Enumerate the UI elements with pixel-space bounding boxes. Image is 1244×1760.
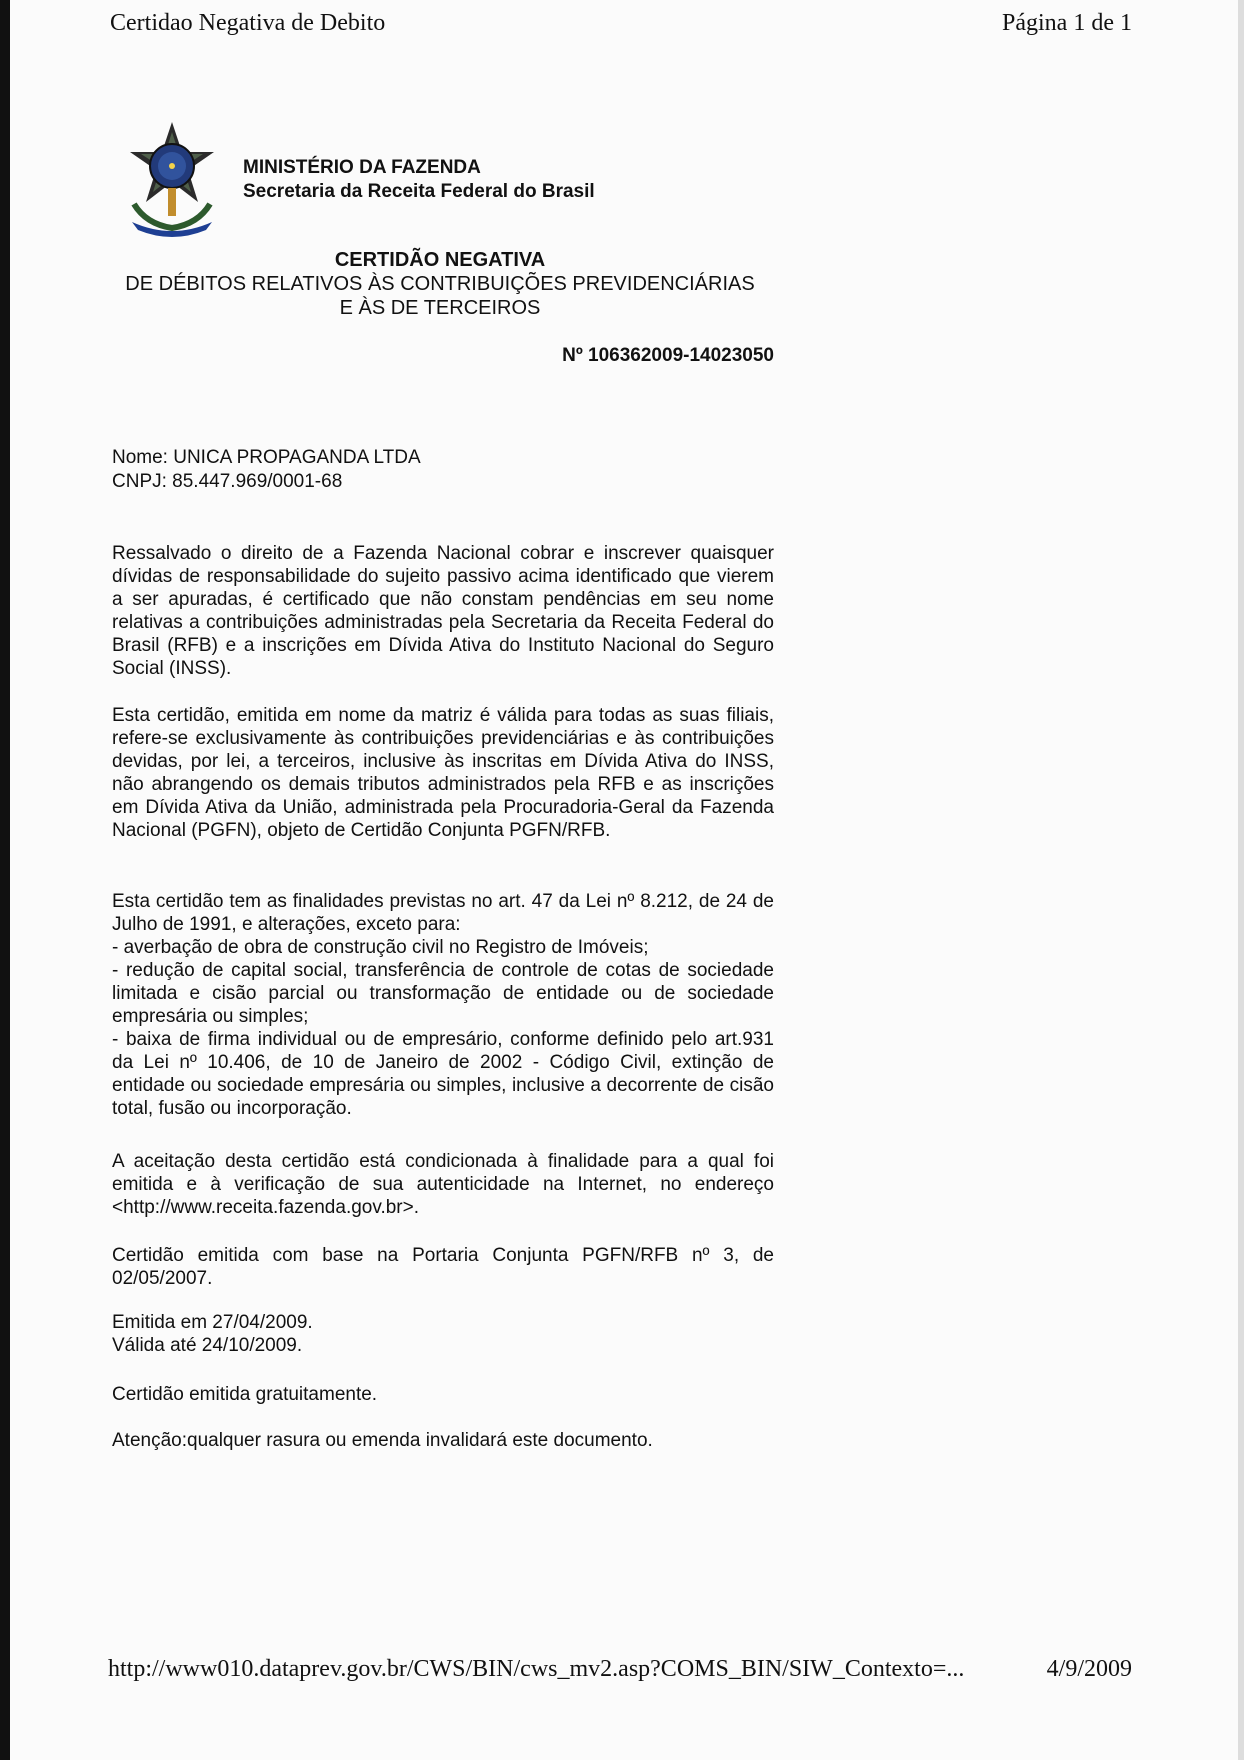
free-issue-note: Certidão emitida gratuitamente. xyxy=(112,1384,378,1405)
title-line-2: DE DÉBITOS RELATIVOS ÀS CONTRIBUIÇÕES PREVIDENCIÁRIAS xyxy=(125,273,755,295)
scan-edge-right xyxy=(1238,0,1244,1760)
certificate-number: Nº 106362009-14023050 xyxy=(562,345,774,366)
taxpayer-cnpj: CNPJ: 85.447.969/0001-68 xyxy=(112,471,343,492)
paragraph-4: A aceitação desta certidão está condicionada à finalidade para a qual foi emitida e à verificação de sua autenticidade na Internet, no endereço <http://www.receita.fazenda.gov.br>. xyxy=(112,1151,774,1218)
print-header-title: Certidao Negativa de Debito xyxy=(110,10,386,36)
document-title xyxy=(100,248,780,320)
validity-dates xyxy=(112,1311,774,1357)
valid-until-date: Válida até 24/10/2009. xyxy=(112,1335,303,1356)
purpose-item-3: - baixa de firma individual ou de empresário, conforme definido pelo art.931 da Lei nº 10.406, de 10 de Janeiro de 2002 - Código Civil, extinção de entidade ou sociedade empresária ou simples, inclusive a decorrente de cisão total, fusão ou incorporação. xyxy=(112,1029,774,1119)
scan-edge-left xyxy=(0,0,10,1760)
purpose-intro: Esta certidão tem as finalidades previstas no art. 47 da Lei nº 8.212, de 24 de Julho de 1991, e alterações, exceto para: xyxy=(112,891,774,935)
paragraph-3 xyxy=(112,890,774,1120)
purpose-item-2: - redução de capital social, transferência de controle de cotas de sociedade limitada e cisão parcial ou transformação de entidade ou de sociedade empresária ou simples; xyxy=(112,960,774,1027)
print-footer-url: http://www010.dataprev.gov.br/CWS/BIN/cws_mv2.asp?COMS_BIN/SIW_Contexto=... xyxy=(108,1656,965,1682)
title-line-1: CERTIDÃO NEGATIVA xyxy=(334,249,546,271)
paragraph-1: Ressalvado o direito de a Fazenda Nacional cobrar e inscrever quaisquer dívidas de responsabilidade do sujeito passivo acima identificado que vierem a ser apuradas, é certificado que não constam pendências em seu nome relativas a contribuições administradas pela Secretaria da Receita Federal do Brasil (RFB) e a inscrições em Dívida Ativa do Instituto Nacional do Seguro Social (INSS). xyxy=(112,543,774,679)
warning-note: Atenção:qualquer rasura ou emenda invalidará este documento. xyxy=(112,1430,653,1451)
agency-name: Secretaria da Receita Federal do Brasil xyxy=(243,181,595,202)
title-line-3: E ÀS DE TERCEIROS xyxy=(339,297,541,319)
brazil-coat-of-arms-icon xyxy=(116,118,228,240)
purpose-item-1: - averbação de obra de construção civil no Registro de Imóveis; xyxy=(112,937,649,958)
print-footer-date: 4/9/2009 xyxy=(1046,1656,1132,1682)
issued-date: Emitida em 27/04/2009. xyxy=(112,1312,313,1333)
taxpayer-identity xyxy=(112,446,421,494)
paragraph-2: Esta certidão, emitida em nome da matriz é válida para todas as suas filiais, refere-se exclusivamente às contribuições previdenciárias e às contribuições devidas, por lei, a terceiros, inclusive às inscritas em Dívida Ativa do INSS, não abrangendo os demais tributos administrados pela RFB e as inscrições em Dívida Ativa da União, administrada pela Procuradoria-Geral da Fazenda Nacional (PGFN), objeto de Certidão Conjunta PGFN/RFB. xyxy=(112,705,774,841)
ministry-name: MINISTÉRIO DA FAZENDA xyxy=(243,157,481,178)
issuer-block xyxy=(243,156,595,204)
paragraph-5: Certidão emitida com base na Portaria Conjunta PGFN/RFB nº 3, de 02/05/2007. xyxy=(112,1245,774,1289)
print-header-page: Página 1 de 1 xyxy=(1002,10,1132,36)
taxpayer-name: Nome: UNICA PROPAGANDA LTDA xyxy=(112,447,421,468)
